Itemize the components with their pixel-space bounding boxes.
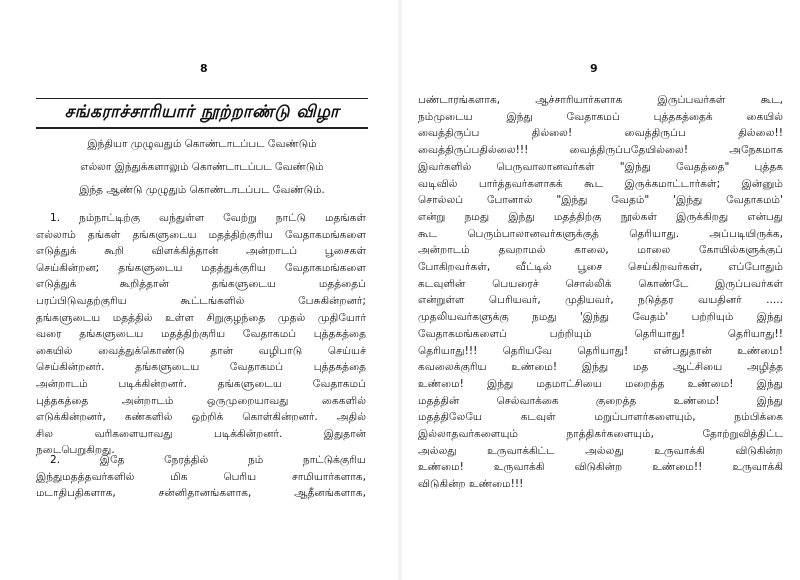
text-line: வரை தங்களுடைய மதத்திற்குரிய வேதாகமப் புத்தகத்தை	[36, 328, 366, 341]
text-line: விடுகின்ற உண்மை!!!	[418, 478, 524, 491]
right-page	[402, 0, 800, 580]
centered-slogans	[36, 138, 368, 207]
text-line: செய்கின்றனர். தங்களுடைய வேதாகமப் புத்தகத்தை	[36, 361, 366, 374]
text-line: கடவுளின் பெயரைச் சொல்லிக் கொண்டே இருப்பவர்கள்	[418, 277, 783, 290]
text-line: முதலியவர்களுக்கு நமது 'இந்து வேதம்' பற்றியும் இந்து	[418, 311, 783, 324]
text-line: எடுத்துக் கூறித்தான் தங்களுடைய மதத்தைப்	[36, 278, 366, 291]
text-line: புத்தகத்தை அன்றாடம் ஒருமுறையாவது கைகளில்	[36, 394, 366, 407]
text-line: இல்லாதவர்களையும் நாத்திகர்களையும், தோற்றுவித்திட்ட	[418, 428, 783, 441]
text-line: வைத்திருப்பதில்லை!!! வைத்திருப்பதேயில்லை! அநேகமாக	[418, 144, 783, 157]
text-line: பண்டாரங்களாக, ஆச்சாரியார்களாக இருப்பவர்கள் கூட,	[418, 94, 783, 106]
right-page-number: 9	[590, 62, 598, 75]
text-line: நம்முடைய இந்து வேதாகமப் புத்தகத்தைக் கையில்	[418, 110, 783, 123]
article-title: சங்கராச்சாரியார் நூற்றாண்டு விழா	[36, 98, 368, 129]
text-line: தங்களுடைய மதத்தில் உள்ள சிறுகுழந்தை முதல் முதியோர்	[36, 311, 366, 324]
text-line: 2. இதே நேரத்தில் நம் நாட்டுக்குரிய	[50, 454, 366, 466]
slogan-line: இந்தியா முழுவதும் கொண்டாடப்பட வேண்டும்	[87, 138, 317, 150]
left-page	[0, 0, 398, 580]
text-line: என்றுள்ள பெரியவர், முதியவர், நடுத்தர வயதினர் .....	[418, 294, 783, 307]
text-line: கவலைக்குரிய உண்மை! இந்து மத ஆட்சியை அழித்த	[418, 361, 783, 374]
paragraph-1	[36, 210, 366, 459]
text-line: வடிவில் பார்த்தவர்களாகக் கூட இருக்கமாட்டார்கள்; இன்னும்	[418, 177, 783, 190]
text-line: எடுத்துக் கூறி விளக்கித்தான் அன்றாடப் பூசைகள்	[36, 245, 366, 258]
text-line: இந்துமதத்தவர்களில் மிக பெரிய சாமியார்களாக,	[36, 470, 366, 483]
text-line: உண்மை! இந்து மதமாட்சியை மறைத்த உண்மை! இந்து	[418, 377, 783, 390]
slogan-line: இந்த ஆண்டு முழுதும் கொண்டாடப்பட வேண்டும்.	[79, 184, 325, 196]
text-line: என்று நமது இந்து மதத்திற்கு நூல்கள் இருக்கிறது என்பது	[418, 210, 783, 223]
text-line: மதத்திலேயே கடவுள் மறுப்பாளர்களையும், நம்பிக்கை	[418, 411, 783, 424]
text-line: கூட பெரும்பாலானவர்களுக்குத் தெரியாது. அப்படியிருக்க,	[418, 227, 783, 240]
text-line: உண்மை! உருவாக்கி விடுகின்ற உண்மை!! உருவாக்கி	[418, 461, 783, 474]
text-line: சில வரிகளையாவது படிக்கின்றனர். இதுதான்	[36, 427, 366, 440]
right-page-body	[418, 92, 783, 493]
text-line: வேதாகமங்களைப் பற்றியும் தெரியாது! தெரியாது!!	[418, 327, 783, 340]
text-line: செய்கின்றன; தங்களுடைய மதத்துக்குரிய வேதாகமங்களை	[36, 261, 366, 274]
text-line: போகிறவர்கள், வீட்டில் பூசை செய்கிறவர்கள், எப்போதும்	[418, 261, 783, 274]
text-line: அன்றாடம் தவறாமல் காலை, மாலை கோயில்களுக்குப்	[418, 244, 783, 257]
text-line: 1. நம்நாட்டிற்கு வந்துள்ள வேற்று நாட்டு மதங்கள்	[50, 212, 366, 224]
text-line: மடாதிபதிகளாக, சன்னிதானங்களாக, ஆதீனங்களாக,	[36, 487, 366, 500]
text-line: இவர்களில் பெருவாலானவர்கள் "இந்து வேதத்தை" புத்தக	[418, 160, 783, 173]
text-line: தெரியாது!!! தெரியவே தெரியாது! என்பதுதான் உண்மை!	[418, 344, 783, 357]
text-line: கையில் வைத்துக்கொண்டு தான் வழிபாடு செய்யச்	[36, 344, 366, 357]
text-line: சொல்லப் போனால் "இந்து வேதம்" 'இந்து வேதாகமம்'	[418, 194, 783, 207]
text-line: அன்றாடம் படிக்கின்றனர். தங்களுடைய வேதாகமப்	[36, 377, 366, 390]
slogan-line: எல்லா இந்துக்களாலும் கொண்டாடப்பட வேண்டும்	[80, 161, 324, 173]
text-line: எல்லாம் தங்கள் தங்களுடைய மதத்திற்குரிய வேதாகமங்களை	[36, 228, 366, 241]
left-page-number: 8	[200, 62, 208, 75]
text-line: மதத்தின் செல்வாக்கை குறைத்த உண்மை! இந்து	[418, 394, 783, 407]
text-line: வைத்திருப்ப தில்லை! வைத்திருப்ப தில்லை!!	[418, 127, 783, 140]
text-line: நடைபெறுகிறது.	[36, 444, 115, 457]
text-line: எடுக்கின்றனர், கண்களில் ஒற்றிக் கொள்கின்றனர். அதில்	[36, 411, 366, 424]
text-line: அல்லது உருவாக்கிட்ட அல்லது உருவாக்கி விடுகின்ற	[418, 444, 783, 457]
paragraph-2	[36, 452, 366, 502]
text-line: பரப்பிடுவதற்குரிய கூட்டங்களில் பேசுகின்றனர்;	[36, 294, 366, 307]
